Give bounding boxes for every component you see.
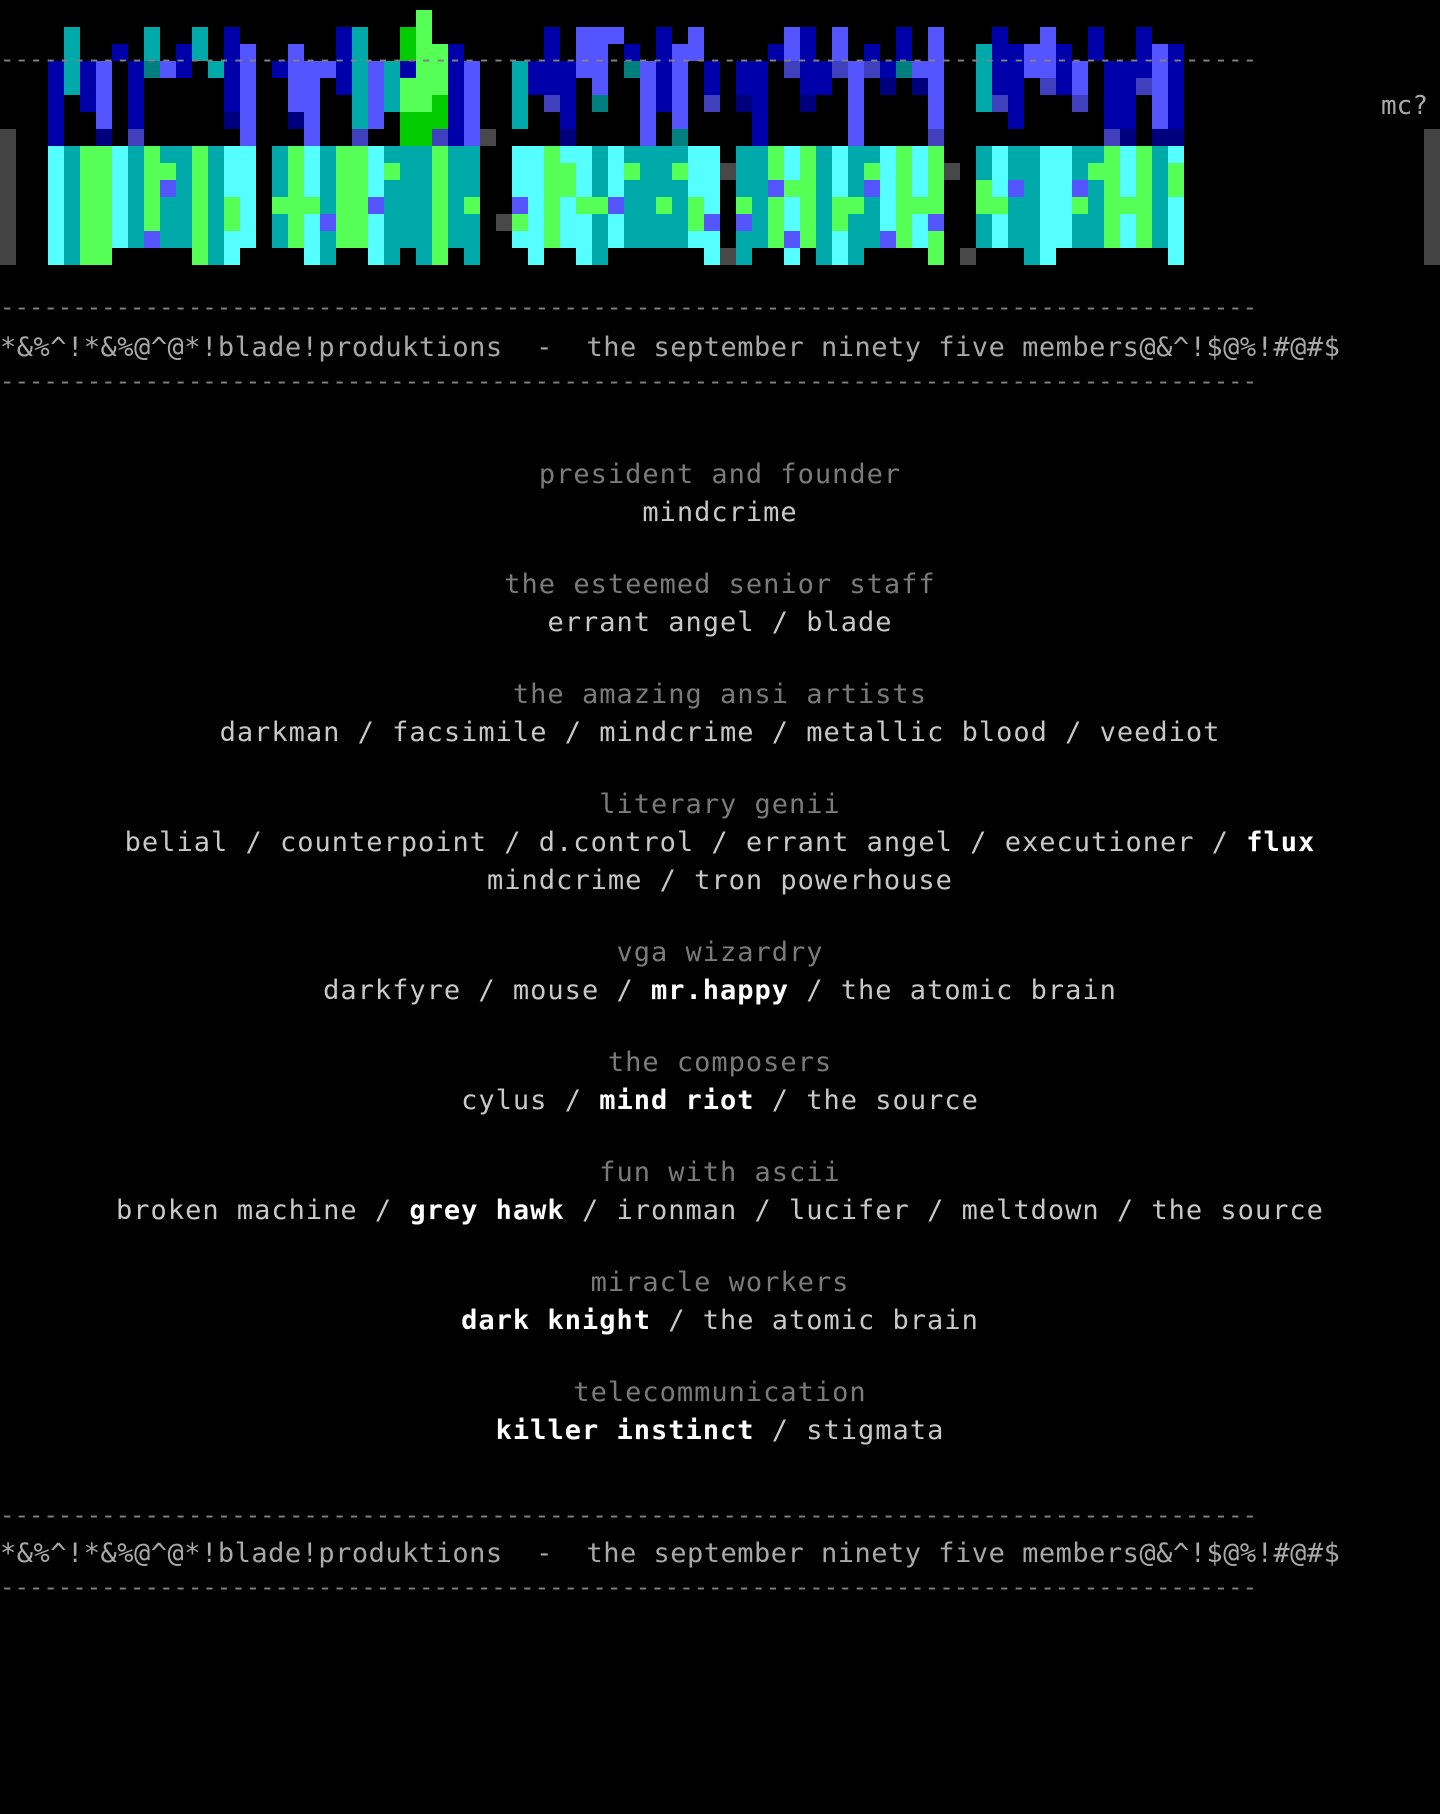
ansi-block [1056, 146, 1072, 248]
logo-dash-row-top: --------------------------------------------------------------------------------------- [0, 46, 1258, 72]
credit-name: cylus / [461, 1085, 600, 1116]
ansi-block [1040, 78, 1056, 95]
ansi-block [0, 129, 16, 146]
ansi-block [352, 146, 368, 248]
credit-name: mindcrime / tron powerhouse [487, 865, 953, 896]
ansi-block [0, 163, 16, 180]
ansi-block [1120, 197, 1136, 214]
ansi-block [1024, 146, 1040, 265]
ansi-block [1424, 163, 1440, 180]
ansi-block [624, 146, 640, 248]
ansi-block [928, 129, 944, 146]
credit-group [0, 1374, 1440, 1450]
ansi-block [1424, 180, 1440, 197]
ansi-block [736, 95, 752, 112]
credit-names-line [0, 1302, 1440, 1340]
ansi-block [752, 146, 768, 248]
ansi-block [768, 197, 784, 231]
ansi-block [128, 146, 144, 248]
ansi-block [880, 231, 896, 248]
ansi-block [464, 197, 480, 214]
credit-name-highlight: grey hawk [409, 1195, 565, 1226]
ansi-block [784, 180, 800, 197]
ansi-block [1424, 129, 1440, 146]
ansi-block [224, 197, 240, 231]
ansi-block [1152, 129, 1168, 146]
ansi-block [528, 146, 544, 265]
ansi-block [752, 61, 768, 146]
credit-name: darkfyre / mouse / [323, 975, 651, 1006]
ansi-block [656, 197, 672, 214]
ansi-block [400, 112, 432, 146]
ansi-logo-art [0, 0, 1440, 330]
credit-names-line [0, 972, 1440, 1010]
credit-group-title: fun with ascii [599, 1157, 841, 1188]
ansi-block [912, 78, 928, 95]
ansi-block [0, 180, 16, 197]
ansi-block [240, 146, 256, 248]
ansi-block [992, 197, 1008, 214]
ansi-block [320, 146, 336, 265]
mindcrime-signature: mc? [1381, 91, 1428, 121]
ansi-block [672, 129, 688, 146]
credit-group-title: the composers [607, 1047, 833, 1078]
ansi-block [1088, 163, 1104, 180]
ansi-block [352, 129, 368, 146]
ansi-block [432, 163, 448, 197]
ansi-block [1168, 129, 1184, 146]
credit-name: / ironman / lucifer / meltdown / the source [564, 1195, 1324, 1226]
ansi-block [1072, 180, 1088, 197]
ansi-block [288, 180, 304, 197]
ansi-block [0, 248, 16, 265]
ansi-block [400, 146, 416, 248]
ansi-block [1104, 163, 1120, 180]
ansi-block [784, 231, 800, 248]
header-banner-text: *&%^!*&%@^@*!blade!produktions - the september ninety five members@&^!$@%!#@#$ [0, 332, 1341, 363]
ansi-block [96, 146, 112, 265]
ansi-block [448, 146, 464, 248]
ansi-block [1152, 146, 1168, 248]
ansi-block [1008, 180, 1024, 197]
ansi-block [864, 146, 880, 248]
ansi-block [864, 180, 880, 197]
ansi-block [640, 146, 656, 248]
ansi-block [1424, 214, 1440, 231]
ansi-block [1072, 95, 1088, 112]
credit-names-line [0, 1082, 1440, 1120]
ansi-block [592, 197, 608, 214]
credit-name: errant angel / blade [547, 607, 893, 638]
ansi-block [0, 214, 16, 231]
ansi-block [544, 197, 560, 231]
credit-group [0, 456, 1440, 532]
ansi-block [608, 27, 624, 44]
credit-name: broken machine / [116, 1195, 410, 1226]
ansi-block [800, 95, 816, 112]
ansi-block [0, 146, 16, 163]
ansi-block [1072, 197, 1088, 214]
credit-group-title: the amazing ansi artists [512, 679, 928, 710]
ansi-block [496, 214, 512, 231]
credit-name-highlight: mr.happy [650, 975, 790, 1006]
ansi-block [288, 112, 304, 129]
ansi-block [160, 163, 176, 180]
ansi-block [592, 95, 608, 112]
ansi-block [272, 197, 288, 214]
ansi-block [96, 129, 112, 146]
credit-group [0, 1044, 1440, 1120]
ansi-block [864, 163, 880, 180]
credit-group-title: the esteemed senior staff [504, 569, 936, 600]
ansi-block [0, 231, 16, 248]
credit-name-highlight: dark knight [461, 1305, 651, 1336]
ansi-block [832, 197, 848, 231]
credit-name: belial / counterpoint / d.control / errant angel / executioner / [124, 827, 1247, 858]
logo-dash-row-bottom: --------------------------------------------------------------------------------------- [0, 294, 1258, 320]
ansi-block [80, 163, 96, 180]
header-rule: --------------------------------------------------------------------------------------- [0, 368, 1258, 394]
credit-names-line [0, 1192, 1440, 1230]
credit-names-line [0, 862, 1440, 900]
ansi-block [1104, 129, 1120, 146]
ansi-block [336, 146, 352, 248]
ansi-block [624, 163, 640, 180]
ansi-block [560, 146, 576, 248]
ansi-block [336, 163, 352, 180]
credit-names-line [0, 494, 1440, 532]
credit-name-highlight: killer instinct [495, 1415, 755, 1446]
ansi-block [416, 146, 432, 265]
ansi-block [416, 10, 432, 44]
ansi-block [128, 129, 144, 146]
footer-rule-top: --------------------------------------------------------------------------------------- [0, 1502, 1258, 1528]
credit-names-line [0, 604, 1440, 642]
ansi-block [880, 78, 896, 95]
footer-banner-text: *&%^!*&%@^@*!blade!produktions - the september ninety five members@&^!$@%!#@#$ [0, 1538, 1341, 1569]
credit-name: / stigmata [754, 1415, 945, 1446]
ansi-block [928, 27, 944, 129]
credit-group-title: miracle workers [590, 1267, 850, 1298]
ansi-block [768, 180, 784, 197]
ansi-block [960, 248, 976, 265]
ansi-block [704, 95, 720, 112]
ansi-block [1120, 129, 1136, 146]
ansi-block [1040, 146, 1056, 265]
credit-group [0, 786, 1440, 900]
credit-name-highlight: flux [1246, 827, 1316, 858]
ansi-block [1136, 146, 1152, 248]
ansi-block [1104, 146, 1120, 248]
ansi-block [0, 197, 16, 214]
ansi-block [208, 146, 224, 265]
ansi-block [1088, 146, 1104, 248]
ansi-block [1168, 163, 1184, 197]
ansi-block [1424, 146, 1440, 163]
ansi-block [512, 197, 528, 214]
ansi-block [816, 146, 832, 265]
ansi-block [704, 146, 720, 265]
ansi-block [736, 197, 752, 214]
ansi-block [912, 197, 928, 214]
ansi-block [672, 146, 688, 248]
credit-group [0, 566, 1440, 642]
ansi-block [64, 146, 80, 265]
ansi-block [928, 214, 944, 231]
ansi-block [544, 95, 560, 112]
ansi-block [704, 214, 720, 231]
footer-rule-bottom: --------------------------------------------------------------------------------------- [0, 1574, 1258, 1600]
ansi-block [736, 214, 752, 231]
ansi-block [1008, 146, 1024, 248]
ansi-block [432, 95, 448, 129]
ansi-block [720, 248, 736, 265]
ansi-block [160, 180, 176, 197]
ansi-block [928, 146, 944, 265]
credits-list [0, 394, 1440, 1450]
ansi-block [896, 180, 912, 214]
credit-names-line [0, 1412, 1440, 1450]
ansi-block [576, 197, 592, 214]
ansi-block [192, 146, 208, 265]
ansi-block [976, 180, 992, 214]
ansi-block [480, 129, 496, 146]
ansi-block [1424, 248, 1440, 265]
ansi-block [384, 163, 400, 180]
ansi-block [800, 197, 816, 214]
ansi-block [224, 112, 240, 129]
ansi-block [688, 197, 704, 231]
ansi-block [368, 197, 384, 214]
credit-name: / the atomic brain [789, 975, 1117, 1006]
ansi-block [432, 129, 448, 146]
credit-group-title: vga wizardry [616, 937, 824, 968]
ansi-block [176, 146, 192, 248]
credit-group [0, 934, 1440, 1010]
ansi-block [160, 146, 176, 248]
credit-names-line [0, 824, 1440, 862]
ansi-block [112, 146, 128, 248]
credit-group [0, 1264, 1440, 1340]
credit-name: mindcrime [642, 497, 798, 528]
ansi-block [1136, 78, 1152, 95]
footer [0, 1502, 1440, 1600]
credit-name-highlight: mind riot [599, 1085, 755, 1116]
ansi-block [1424, 197, 1440, 214]
ansi-block [720, 163, 736, 180]
ansi-block [352, 27, 368, 129]
ansi-block [48, 146, 64, 265]
credit-group-title: literary genii [599, 789, 841, 820]
credit-group [0, 1154, 1440, 1230]
credit-name: / the atomic brain [650, 1305, 979, 1336]
ansi-block [560, 163, 576, 197]
ansi-block [848, 197, 864, 214]
ansi-block [288, 146, 304, 248]
ansi-block [672, 163, 688, 180]
ansi-block [944, 163, 960, 180]
credit-group-title: telecommunication [573, 1377, 867, 1408]
ansi-block [992, 95, 1008, 112]
ansi-block [608, 197, 624, 214]
ansi-block [304, 197, 320, 214]
ansi-block [144, 231, 160, 248]
credit-name: darkman / facsimile / mindcrime / metallic blood / veediot [219, 717, 1221, 748]
credit-name: / the source [754, 1085, 979, 1116]
ansi-block [560, 129, 576, 146]
credit-group [0, 676, 1440, 752]
credit-names-line [0, 714, 1440, 752]
ansi-block [320, 214, 336, 231]
credit-group-title: president and founder [538, 459, 902, 490]
ansi-block [1424, 231, 1440, 248]
